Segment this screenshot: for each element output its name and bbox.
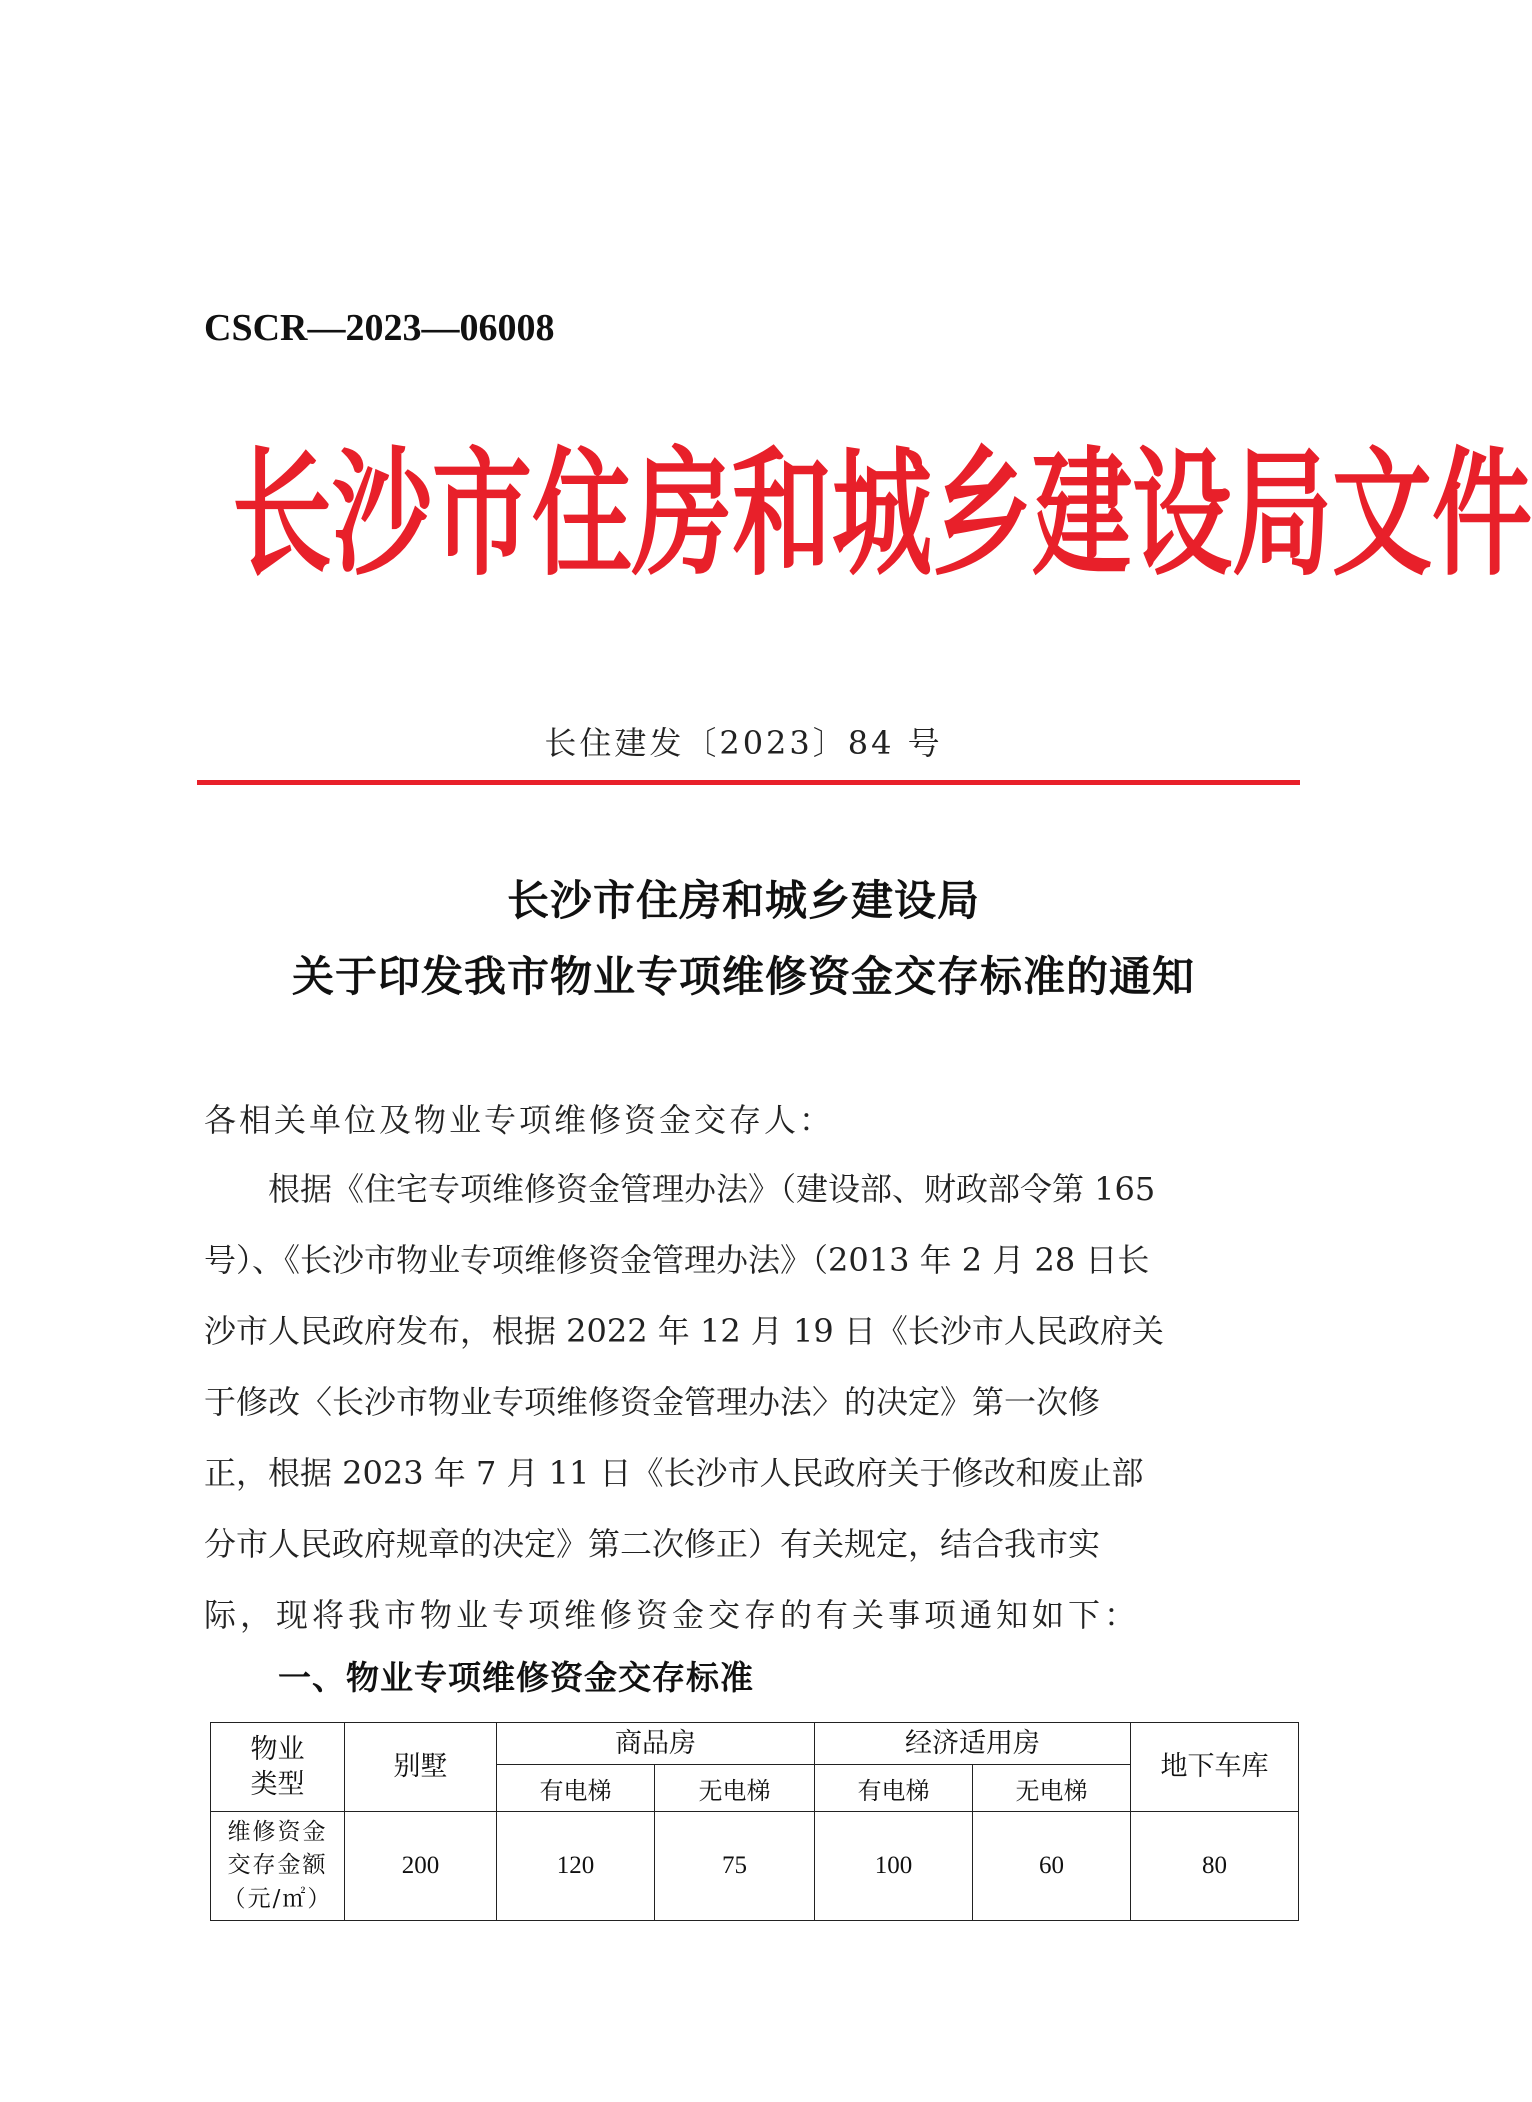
masthead-char: 设 <box>1132 433 1232 596</box>
value-commercial-without-elevator: 75 <box>655 1812 815 1921</box>
salutation: 各相关单位及物业专项维修资金交存人： <box>204 1101 835 1139</box>
masthead-title <box>232 400 1532 629</box>
subheader-with-elevator: 有电梯 <box>815 1765 973 1812</box>
masthead-char: 件 <box>1432 433 1532 596</box>
subheader-with-elevator: 有电梯 <box>497 1765 655 1812</box>
deposit-standard-table <box>210 1722 1299 1921</box>
row-label-text: 交存金额 <box>227 1852 328 1879</box>
masthead-char: 房 <box>632 433 732 596</box>
header-villa: 别墅 <box>345 1723 497 1812</box>
masthead-char: 沙 <box>332 433 432 596</box>
paragraph-line-text: 正，根据 2023 年 7 月 11 日《长沙市人民政府关于修改和废止部 <box>204 1454 1144 1492</box>
subheader-without-elevator: 无电梯 <box>973 1765 1131 1812</box>
value-commercial-with-elevator: 120 <box>497 1812 655 1921</box>
table-header-row <box>211 1723 1299 1765</box>
value-underground-garage: 80 <box>1131 1812 1299 1921</box>
notice-title-line2: 关于印发我市物业专项维修资金交存标准的通知 <box>291 952 1195 1001</box>
value-affordable-with-elevator: 100 <box>815 1812 973 1921</box>
value-villa: 200 <box>345 1812 497 1921</box>
value-affordable-without-elevator: 60 <box>973 1812 1131 1921</box>
header-text: 类型 <box>250 1769 305 1800</box>
header-text: 物业 <box>250 1733 305 1765</box>
header-affordable-housing: 经济适用房 <box>815 1723 1131 1765</box>
paragraph-line <box>204 1305 1297 1353</box>
document-code: CSCR—2023—06008 <box>204 307 555 349</box>
paragraph-line <box>204 1589 1297 1637</box>
paragraph-line <box>204 1163 1297 1211</box>
notice-title-line1: 长沙市住房和城乡建设局 <box>506 876 980 925</box>
subheader-without-elevator: 无电梯 <box>655 1765 815 1812</box>
masthead-char: 建 <box>1032 433 1132 596</box>
paragraph-line-text: 沙市人民政府发布，根据 2022 年 12 月 19 日《长沙市人民政府关 <box>204 1312 1164 1350</box>
paragraph-line <box>204 1234 1297 1282</box>
paragraph-line <box>204 1518 1297 1566</box>
masthead-char: 和 <box>732 433 832 596</box>
masthead-char: 市 <box>432 433 532 596</box>
header-commercial-housing: 商品房 <box>497 1723 815 1765</box>
paragraph-line-text: 号）、《长沙市物业专项维修资金管理办法》（2013 年 2 月 28 日长 <box>204 1241 1150 1279</box>
table-row <box>211 1812 1299 1921</box>
masthead-char: 局 <box>1232 433 1332 596</box>
masthead-char: 住 <box>532 433 632 596</box>
header-property-type <box>211 1723 345 1812</box>
header-underground-garage: 地下车库 <box>1131 1723 1299 1812</box>
section-heading: 一、物业专项维修资金交存标准 <box>278 1658 754 1697</box>
row-label-text: 维修资金 <box>227 1818 328 1845</box>
paragraph-line-text: 分市人民政府规章的决定》第二次修正）有关规定，结合我市实 <box>204 1525 1101 1563</box>
masthead-char: 长 <box>232 433 332 596</box>
row-label-deposit-amount <box>211 1812 345 1921</box>
red-divider-line <box>197 780 1300 785</box>
paragraph-line-text: 于修改〈长沙市物业专项维修资金管理办法〉的决定》第一次修 <box>204 1383 1101 1421</box>
paragraph-line-text: 际，现将我市物业专项维修资金交存的有关事项通知如下： <box>204 1596 1141 1634</box>
masthead-char: 文 <box>1332 433 1432 596</box>
paragraph-line <box>204 1447 1297 1495</box>
masthead-char: 乡 <box>932 433 1032 596</box>
masthead-char: 城 <box>832 433 932 596</box>
document-number: 长住建发〔2023〕84 号 <box>544 724 943 762</box>
row-label-text: （元/㎡） <box>222 1885 333 1912</box>
paragraph-line-text: 根据《住宅专项维修资金管理办法》（建设部、财政部令第 165 <box>204 1170 1156 1208</box>
paragraph-line <box>204 1376 1297 1424</box>
